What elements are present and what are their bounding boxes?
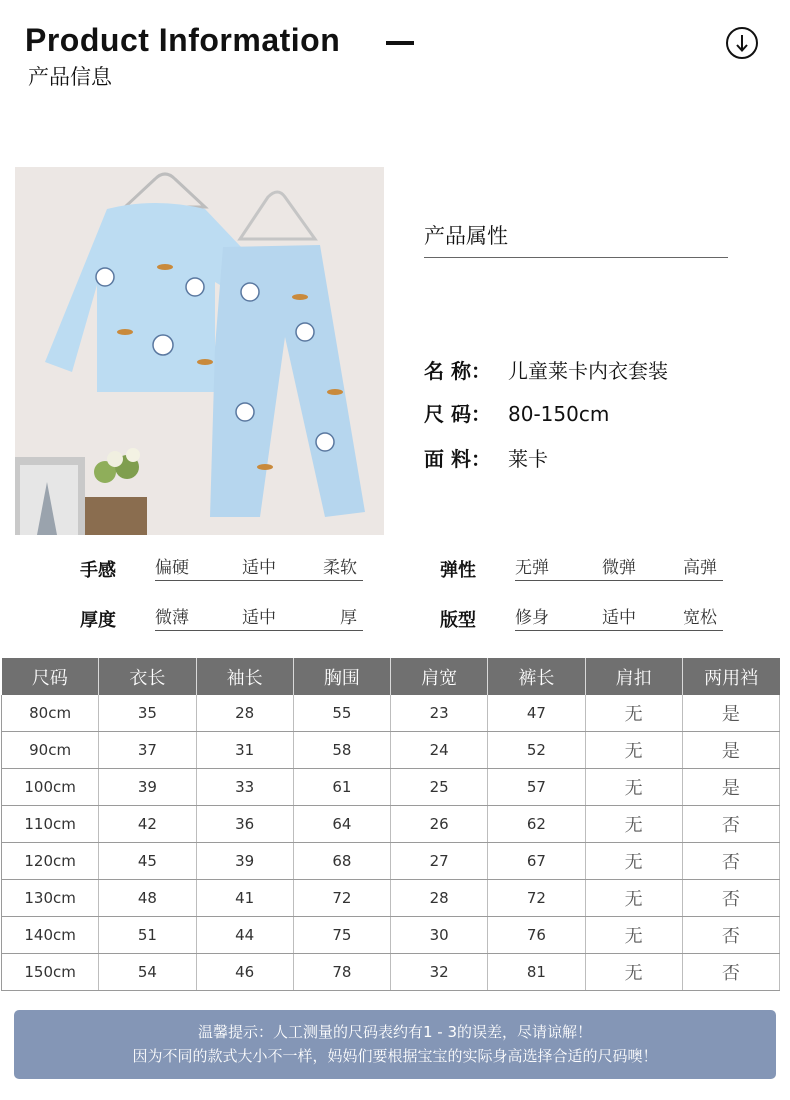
table-cell: 35 xyxy=(99,695,196,732)
table-cell: 36 xyxy=(196,806,293,843)
table-row xyxy=(2,732,780,769)
size-table-body xyxy=(2,695,780,991)
feature-label-feel: 手感 xyxy=(80,560,116,581)
feature-label-elasticity: 弹性 xyxy=(440,560,476,581)
table-row xyxy=(2,769,780,806)
table-row xyxy=(2,843,780,880)
table-cell: 44 xyxy=(196,917,293,954)
table-cell: 130cm xyxy=(2,880,99,917)
table-cell: 28 xyxy=(391,880,488,917)
notice-line: 温馨提示：人工测量的尺码表约有1 - 3的误差，尽请谅解！ xyxy=(197,1023,593,1041)
table-cell: 否 xyxy=(682,880,779,917)
table-cell: 否 xyxy=(682,806,779,843)
table-cell: 140cm xyxy=(2,917,99,954)
table-row xyxy=(2,917,780,954)
table-cell: 64 xyxy=(293,806,390,843)
attribute-fabric-row xyxy=(424,443,548,472)
table-cell: 无 xyxy=(585,695,682,732)
feature-scale-fit xyxy=(515,600,723,631)
table-cell: 41 xyxy=(196,880,293,917)
table-cell: 否 xyxy=(682,954,779,991)
scale-option: 厚 xyxy=(340,608,357,628)
feature-scale-feel xyxy=(155,550,363,581)
attribute-name-row xyxy=(424,355,668,384)
table-header-row xyxy=(2,658,780,695)
table-row xyxy=(2,695,780,732)
table-cell: 37 xyxy=(99,732,196,769)
table-row xyxy=(2,954,780,991)
table-cell: 26 xyxy=(391,806,488,843)
table-cell: 32 xyxy=(391,954,488,991)
size-table xyxy=(1,658,780,991)
table-cell: 否 xyxy=(682,843,779,880)
scale-option: 无弹 xyxy=(515,558,549,578)
table-cell: 48 xyxy=(99,880,196,917)
attribute-size-row xyxy=(424,398,609,427)
table-cell: 33 xyxy=(196,769,293,806)
title-dash xyxy=(386,41,414,45)
scale-option: 偏硬 xyxy=(155,558,189,578)
table-cell: 52 xyxy=(488,732,585,769)
column-header: 袖长 xyxy=(196,658,293,695)
table-cell: 39 xyxy=(99,769,196,806)
table-cell: 是 xyxy=(682,769,779,806)
table-cell: 57 xyxy=(488,769,585,806)
table-cell: 61 xyxy=(293,769,390,806)
table-cell: 42 xyxy=(99,806,196,843)
product-photo xyxy=(15,167,384,535)
notice-banner xyxy=(14,1010,776,1079)
scale-option: 修身 xyxy=(515,608,549,628)
table-row xyxy=(2,880,780,917)
table-cell: 100cm xyxy=(2,769,99,806)
table-cell: 25 xyxy=(391,769,488,806)
table-cell: 81 xyxy=(488,954,585,991)
scale-option: 适中 xyxy=(242,608,276,628)
table-cell: 无 xyxy=(585,917,682,954)
table-cell: 67 xyxy=(488,843,585,880)
table-cell: 51 xyxy=(99,917,196,954)
column-header: 尺码 xyxy=(2,658,99,695)
table-cell: 58 xyxy=(293,732,390,769)
table-cell: 75 xyxy=(293,917,390,954)
table-cell: 24 xyxy=(391,732,488,769)
table-cell: 72 xyxy=(293,880,390,917)
table-cell: 无 xyxy=(585,769,682,806)
scale-option: 高弹 xyxy=(683,558,717,578)
scale-option: 适中 xyxy=(242,558,276,578)
table-row xyxy=(2,806,780,843)
table-cell: 是 xyxy=(682,695,779,732)
feature-scale-thickness xyxy=(155,600,363,631)
table-cell: 110cm xyxy=(2,806,99,843)
scale-option: 微弹 xyxy=(602,558,636,578)
attribute-label: 名 称： xyxy=(424,359,491,383)
table-cell: 80cm xyxy=(2,695,99,732)
scale-option: 宽松 xyxy=(683,608,717,628)
table-cell: 27 xyxy=(391,843,488,880)
table-cell: 76 xyxy=(488,917,585,954)
arrow-down-circle-icon[interactable] xyxy=(725,26,759,60)
scale-option: 柔软 xyxy=(323,558,357,578)
table-cell: 无 xyxy=(585,880,682,917)
attribute-label: 尺 码： xyxy=(424,402,491,426)
table-cell: 45 xyxy=(99,843,196,880)
attribute-value: 莱卡 xyxy=(508,447,548,471)
table-cell: 无 xyxy=(585,843,682,880)
table-cell: 28 xyxy=(196,695,293,732)
table-cell: 78 xyxy=(293,954,390,991)
table-cell: 30 xyxy=(391,917,488,954)
scale-option: 微薄 xyxy=(155,608,189,628)
column-header: 肩扣 xyxy=(585,658,682,695)
table-cell: 90cm xyxy=(2,732,99,769)
table-cell: 68 xyxy=(293,843,390,880)
table-cell: 62 xyxy=(488,806,585,843)
table-cell: 39 xyxy=(196,843,293,880)
table-cell: 是 xyxy=(682,732,779,769)
table-cell: 无 xyxy=(585,806,682,843)
table-cell: 72 xyxy=(488,880,585,917)
feature-label-thickness: 厚度 xyxy=(80,610,116,631)
feature-scale-elasticity xyxy=(515,550,723,581)
column-header: 裤长 xyxy=(488,658,585,695)
attribute-value: 儿童莱卡内衣套装 xyxy=(508,359,668,383)
page-title: Product Information xyxy=(25,22,341,58)
attribute-heading: 产品属性 xyxy=(424,224,508,248)
column-header: 两用裆 xyxy=(682,658,779,695)
table-cell: 无 xyxy=(585,954,682,991)
table-cell: 23 xyxy=(391,695,488,732)
table-cell: 54 xyxy=(99,954,196,991)
table-cell: 47 xyxy=(488,695,585,732)
table-cell: 150cm xyxy=(2,954,99,991)
column-header: 肩宽 xyxy=(391,658,488,695)
attribute-divider xyxy=(424,257,728,258)
column-header: 胸围 xyxy=(293,658,390,695)
feature-label-fit: 版型 xyxy=(440,610,476,631)
scale-option: 适中 xyxy=(602,608,636,628)
table-cell: 否 xyxy=(682,917,779,954)
column-header: 衣长 xyxy=(99,658,196,695)
table-cell: 120cm xyxy=(2,843,99,880)
table-cell: 46 xyxy=(196,954,293,991)
table-cell: 55 xyxy=(293,695,390,732)
table-cell: 无 xyxy=(585,732,682,769)
table-cell: 31 xyxy=(196,732,293,769)
attribute-label: 面 料： xyxy=(424,447,491,471)
notice-line: 因为不同的款式大小不一样，妈妈们要根据宝宝的实际身高选择合适的尺码噢！ xyxy=(132,1047,658,1065)
attribute-value: 80-150cm xyxy=(508,402,610,426)
page-subtitle: 产品信息 xyxy=(28,65,112,89)
